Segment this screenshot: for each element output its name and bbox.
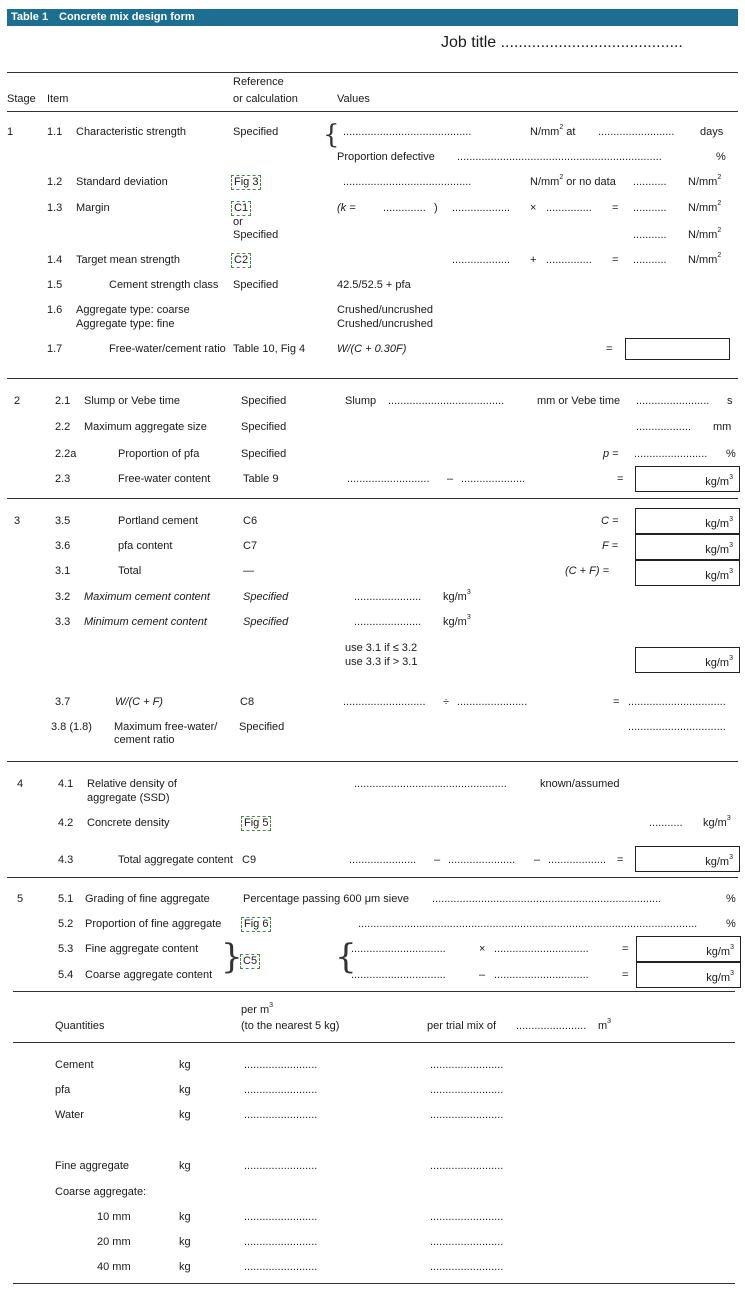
item-3-2-num: 3.2 xyxy=(55,591,71,603)
item-1-5-label: Cement strength class xyxy=(109,279,219,291)
item-1-1-days: days xyxy=(700,126,724,138)
item-1-6-value-fine[interactable]: Crushed/uncrushed xyxy=(337,318,434,330)
item-2-2-ref: Specified xyxy=(241,421,287,433)
qty-row-per-trial[interactable]: ........................ xyxy=(430,1211,504,1223)
item-3-7-ref: C8 xyxy=(240,696,255,708)
item-3-2-label: Maximum cement content xyxy=(84,591,210,603)
qty-trial-unit: $m^3$ xyxy=(598,1018,612,1032)
qty-trial-dots[interactable]: ....................... xyxy=(516,1020,587,1032)
item-1-1-proportion-defective: Proportion defective xyxy=(337,151,435,163)
item-5-1-ref: Percentage passing 600 μm sieve xyxy=(243,893,409,905)
item-4-2-unit: $kg/m^3$ xyxy=(703,815,731,829)
item-3-1-ref: — xyxy=(243,565,254,577)
brace-1-1: { xyxy=(323,120,340,150)
item-1-5-num: 1.5 xyxy=(47,279,63,291)
item-2-3-label: Free-water content xyxy=(118,473,211,485)
item-5-2-num: 5.2 xyxy=(58,918,74,930)
qty-row-label: Coarse aggregate: xyxy=(55,1186,147,1198)
item-3-8-label-1: Maximum free-water/ xyxy=(114,721,218,733)
item-5-4-num: 5.4 xyxy=(58,969,74,981)
item-1-4-d1[interactable]: ................... xyxy=(452,254,511,266)
item-2-2a-ref: Specified xyxy=(241,448,287,460)
item-3-7-d3[interactable]: ................................ xyxy=(628,696,726,708)
item-1-7-eq: = xyxy=(606,343,613,355)
qty-row-unit: kg xyxy=(179,1109,191,1121)
item-5-2-u1: % xyxy=(726,918,736,930)
item-5-3-label: Fine aggregate content xyxy=(85,943,199,955)
qty-row-per-trial[interactable]: ........................ xyxy=(430,1109,504,1121)
item-1-3-d2[interactable]: ............... xyxy=(546,202,592,214)
item-4-1-label-2: aggregate (SSD) xyxy=(87,792,170,804)
item-2-2-u1: mm xyxy=(713,421,732,433)
qty-header-rule xyxy=(13,1042,735,1043)
item-4-3-label: Total aggregate content xyxy=(118,854,233,866)
item-1-4-d2[interactable]: ............... xyxy=(546,254,592,266)
item-3-6-label: pfa content xyxy=(118,540,173,552)
item-4-3-eq: = xyxy=(617,854,624,866)
item-2-3-d1[interactable]: ........................... xyxy=(347,473,430,485)
job-title[interactable]: Job title ......................................... xyxy=(441,34,683,51)
item-4-3-d3[interactable]: ................... xyxy=(548,854,607,866)
qty-row-unit: kg xyxy=(179,1261,191,1273)
stage-3-number: 3 xyxy=(14,515,21,527)
item-4-3-minus-2: – xyxy=(534,854,541,866)
qty-row-label: Fine aggregate xyxy=(55,1160,129,1172)
cement-content-unit: $kg/m^3$ xyxy=(705,655,733,669)
item-3-5-result-box[interactable] xyxy=(635,508,740,534)
item-1-2-label: Standard deviation xyxy=(76,176,168,188)
item-1-2-dots2[interactable]: ........... xyxy=(633,176,667,188)
item-5-1-label: Grading of fine aggregate xyxy=(85,893,210,905)
item-4-3-result-box[interactable] xyxy=(635,846,740,872)
item-3-7-d1[interactable]: ........................... xyxy=(343,696,426,708)
item-1-4-unit: $N/mm^2$ xyxy=(688,252,722,266)
item-2-1-d2[interactable]: ........................ xyxy=(636,395,710,407)
item-5-3-num: 5.3 xyxy=(58,943,74,955)
header-bottom-rule xyxy=(7,111,738,112)
item-4-2-d1[interactable]: ........... xyxy=(649,817,683,829)
qty-row-label: Cement xyxy=(55,1059,94,1071)
item-3-2-ref: Specified xyxy=(243,591,289,603)
qty-row-label: 40 mm xyxy=(97,1261,131,1273)
item-1-4-plus: + xyxy=(530,254,537,266)
col-item: Item xyxy=(47,93,69,105)
item-3-5-unit: $kg/m^3$ xyxy=(705,516,733,530)
item-1-3-k-close: ) xyxy=(434,202,438,214)
qty-row-unit: kg xyxy=(179,1211,191,1223)
item-3-7-div: ÷ xyxy=(443,696,450,708)
item-1-1-unit: $N/mm^2$ at xyxy=(530,124,576,138)
qty-row-label: 20 mm xyxy=(97,1236,131,1248)
cement-content-result-box[interactable] xyxy=(635,647,740,673)
item-2-2-d1[interactable]: .................. xyxy=(636,421,692,433)
item-3-8-label-2: cement ratio xyxy=(114,734,175,746)
item-5-1-u1: % xyxy=(726,893,736,905)
item-1-2-unit2: $N/mm^2$ xyxy=(688,174,722,188)
item-3-1-result-box[interactable] xyxy=(635,560,740,586)
item-4-3-d2[interactable]: ...................... xyxy=(448,854,516,866)
item-3-3-d1[interactable]: ...................... xyxy=(354,616,422,628)
item-3-5-ref: C6 xyxy=(243,515,258,527)
item-2-1-slump: Slump xyxy=(345,395,377,407)
qty-row-label: Water xyxy=(55,1109,84,1121)
item-2-1-d1[interactable]: ...................................... xyxy=(388,395,505,407)
item-1-3-k-open: (k = xyxy=(337,202,356,214)
item-1-6-num: 1.6 xyxy=(47,304,63,316)
item-3-8-num: 3.8 (1.8) xyxy=(51,721,92,733)
item-1-3-ref-c1[interactable]: C1 xyxy=(231,201,251,216)
item-1-6-label-fine: Aggregate type: fine xyxy=(76,318,175,330)
item-2-3-minus: – xyxy=(447,473,454,485)
stage-4-number: 4 xyxy=(17,778,24,790)
item-5-4-label: Coarse aggregate content xyxy=(85,969,213,981)
item-2-3-unit: $kg/m^3$ xyxy=(705,474,733,488)
item-2-3-eq: = xyxy=(617,473,624,485)
item-5-4-eq: = xyxy=(622,969,629,981)
qty-row-per-m3[interactable]: ........................ xyxy=(244,1160,318,1172)
item-5-3-d1[interactable]: ............................... xyxy=(351,943,446,955)
item-1-7-label: Free-water/cement ratio xyxy=(109,343,226,355)
item-1-3-unit2: $N/mm^2$ xyxy=(688,227,722,241)
item-5-3-result-box[interactable] xyxy=(636,936,741,962)
item-2-3-d2[interactable]: ..................... xyxy=(461,473,526,485)
item-4-3-ref: C9 xyxy=(242,854,257,866)
item-5-3-d2[interactable]: ............................... xyxy=(494,943,589,955)
item-3-3-label: Minimum cement content xyxy=(84,616,207,628)
item-2-2a-label: Proportion of pfa xyxy=(118,448,200,460)
item-2-1-num: 2.1 xyxy=(55,395,71,407)
stage-1-rule xyxy=(7,378,738,379)
item-3-7-d2[interactable]: ....................... xyxy=(457,696,528,708)
item-3-7-num: 3.7 xyxy=(55,696,71,708)
item-1-2-unit: $N/mm^2$ or no data xyxy=(530,174,616,188)
qty-bottom-rule xyxy=(13,1283,735,1284)
qty-row-per-trial[interactable]: ........................ xyxy=(430,1160,504,1172)
item-5-2-d1[interactable]: ............................................................................................................... xyxy=(358,918,698,930)
table-title: Concrete mix design form xyxy=(59,11,195,23)
stage-1-number: 1 xyxy=(7,126,14,138)
item-1-3-or: or xyxy=(233,216,243,228)
item-1-4-eq: = xyxy=(612,254,619,266)
item-1-3-specified: Specified xyxy=(233,229,279,241)
stage-2-number: 2 xyxy=(14,395,21,407)
qty-per-m3: per $m^3$ xyxy=(241,1002,274,1016)
item-1-1-num: 1.1 xyxy=(47,126,63,138)
col-reference-2: or calculation xyxy=(233,93,298,105)
item-2-2a-d1[interactable]: ........................ xyxy=(634,448,708,460)
item-3-1-num: 3.1 xyxy=(55,565,71,577)
item-3-6-num: 3.6 xyxy=(55,540,71,552)
qty-row-unit: kg xyxy=(179,1160,191,1172)
item-1-7-ref: Table 10, Fig 4 xyxy=(233,343,306,355)
item-2-3-ref: Table 9 xyxy=(243,473,279,485)
item-3-7-label: W/(C + F) xyxy=(115,696,163,708)
item-5-3-unit: $kg/m^3$ xyxy=(706,944,734,958)
qty-row-unit: kg xyxy=(179,1236,191,1248)
item-2-2a-u1: % xyxy=(726,448,736,460)
item-2-1-u1: mm or Vebe time xyxy=(537,395,621,407)
qty-nearest-5kg: (to the nearest 5 kg) xyxy=(241,1020,340,1032)
item-1-1-label: Characteristic strength xyxy=(76,126,187,138)
stage-3-rule xyxy=(7,761,738,762)
qty-row-per-m3[interactable]: ........................ xyxy=(244,1211,318,1223)
item-1-5-value: 42.5/52.5 + pfa xyxy=(337,279,411,291)
item-1-3-d3[interactable]: ........... xyxy=(633,202,667,214)
item-1-2-ref-fig3[interactable]: Fig 3 xyxy=(231,175,261,190)
item-2-1-u2: s xyxy=(727,395,733,407)
item-3-3-unit: $kg/m^3$ xyxy=(443,614,471,628)
item-3-6-unit: $kg/m^3$ xyxy=(705,542,733,556)
item-3-1-sym: (C + F) = xyxy=(565,565,610,577)
item-2-1-ref: Specified xyxy=(241,395,287,407)
item-1-3-num: 1.3 xyxy=(47,202,63,214)
item-2-3-result-box[interactable] xyxy=(635,466,740,492)
item-2-1-label: Slump or Vebe time xyxy=(84,395,180,407)
item-1-4-label: Target mean strength xyxy=(76,254,180,266)
item-2-2-num: 2.2 xyxy=(55,421,71,433)
item-1-3-times: × xyxy=(530,202,537,214)
item-3-2-unit: $kg/m^3$ xyxy=(443,589,471,603)
item-4-1-d1[interactable]: .................................................. xyxy=(354,778,507,790)
item-5-4-unit: $kg/m^3$ xyxy=(706,970,734,984)
col-stage: Stage xyxy=(7,93,36,105)
item-1-1-pd-dots[interactable]: ................................................................... xyxy=(457,151,662,163)
item-5-ref-c5[interactable]: C5 xyxy=(240,954,260,969)
qty-row-per-m3[interactable]: ........................ xyxy=(244,1261,318,1273)
item-5-3-eq: = xyxy=(622,943,629,955)
item-3-1-label: Total xyxy=(118,565,142,577)
stage-2-rule xyxy=(7,498,738,499)
item-1-2-num: 1.2 xyxy=(47,176,63,188)
brace-5-items: } xyxy=(221,937,243,977)
item-1-4-ref-c2[interactable]: C2 xyxy=(231,253,251,268)
item-4-1-u1: known/assumed xyxy=(540,778,620,790)
item-1-3-k-dots[interactable]: .............. xyxy=(383,202,426,214)
item-1-1-value-dots[interactable]: .......................................... xyxy=(343,126,472,138)
item-3-5-num: 3.5 xyxy=(55,515,71,527)
item-2-2a-sym: p = xyxy=(603,448,619,460)
item-1-6-label-coarse: Aggregate type: coarse xyxy=(76,304,190,316)
item-4-1-label-1: Relative density of xyxy=(87,778,177,790)
item-3-3-ref: Specified xyxy=(243,616,289,628)
qty-row-unit: kg xyxy=(179,1084,191,1096)
item-5-2-ref-fig6[interactable]: Fig 6 xyxy=(241,917,271,932)
qty-row-per-trial[interactable]: ........................ xyxy=(430,1261,504,1273)
brace-5-values: { xyxy=(335,937,357,977)
item-5-4-d1[interactable]: ............................... xyxy=(351,969,446,981)
item-1-7-num: 1.7 xyxy=(47,343,63,355)
item-5-4-result-box[interactable] xyxy=(636,962,741,988)
item-2-2a-num: 2.2a xyxy=(55,448,77,460)
item-1-5-ref: Specified xyxy=(233,279,279,291)
item-5-4-d2[interactable]: ............................... xyxy=(494,969,589,981)
item-3-7-eq: = xyxy=(613,696,620,708)
use-rule-line-2: use 3.3 if > 3.1 xyxy=(345,656,418,668)
item-1-2-dots[interactable]: .......................................... xyxy=(343,176,472,188)
item-5-2-label: Proportion of fine aggregate xyxy=(85,918,222,930)
item-2-3-num: 2.3 xyxy=(55,473,71,485)
item-1-4-d3[interactable]: ........... xyxy=(633,254,667,266)
qty-trial-label: per trial mix of xyxy=(427,1020,497,1032)
use-rule-line-1: use 3.1 if ≤ 3.2 xyxy=(345,642,418,654)
col-reference-1: Reference xyxy=(233,76,284,88)
col-values: Values xyxy=(337,93,370,105)
table-label: Table 1 xyxy=(11,11,49,23)
item-1-1-pd-unit: % xyxy=(716,151,726,163)
header-top-rule xyxy=(7,72,738,73)
item-3-1-unit: $kg/m^3$ xyxy=(705,568,733,582)
item-1-1-days-dots[interactable]: ......................... xyxy=(598,126,675,138)
qty-row-per-m3[interactable]: ........................ xyxy=(244,1084,318,1096)
item-4-2-num: 4.2 xyxy=(58,817,74,829)
item-1-4-num: 1.4 xyxy=(47,254,63,266)
qty-row-unit: kg xyxy=(179,1059,191,1071)
item-3-5-sym: C = xyxy=(601,515,619,527)
qty-row-per-m3[interactable]: ........................ xyxy=(244,1059,318,1071)
qty-row-per-m3[interactable]: ........................ xyxy=(244,1109,318,1121)
qty-row-per-m3[interactable]: ........................ xyxy=(244,1236,318,1248)
item-3-2-d1[interactable]: ...................... xyxy=(354,591,422,603)
item-4-3-unit: $kg/m^3$ xyxy=(705,854,733,868)
item-3-8-ref: Specified xyxy=(239,721,285,733)
item-3-6-ref: C7 xyxy=(243,540,258,552)
qty-row-per-trial[interactable]: ........................ xyxy=(430,1236,504,1248)
item-1-7-result-box[interactable] xyxy=(625,338,730,360)
qty-row-label: 10 mm xyxy=(97,1211,131,1223)
item-1-7-formula: W/(C + 0.30F) xyxy=(337,343,407,355)
item-1-3-label: Margin xyxy=(76,202,110,214)
item-5-4-op: – xyxy=(479,969,486,981)
stage-5-number: 5 xyxy=(17,893,24,905)
item-3-8-d1[interactable]: ................................ xyxy=(628,721,726,733)
item-4-2-ref-fig5[interactable]: Fig 5 xyxy=(241,816,271,831)
item-1-3-eq: = xyxy=(612,202,619,214)
qty-heading: Quantities xyxy=(55,1020,105,1032)
item-3-5-label: Portland cement xyxy=(118,515,199,527)
item-5-1-d1[interactable]: ........................................................................... xyxy=(432,893,662,905)
item-4-3-minus-1: – xyxy=(434,854,441,866)
item-1-3-d4[interactable]: ........... xyxy=(633,229,667,241)
item-1-6-value-coarse[interactable]: Crushed/uncrushed xyxy=(337,304,434,316)
qty-row-per-trial[interactable]: ........................ xyxy=(430,1059,504,1071)
stage-4-rule xyxy=(7,877,738,878)
item-4-1-num: 4.1 xyxy=(58,778,74,790)
item-5-3-op: × xyxy=(479,943,486,955)
item-4-2-label: Concrete density xyxy=(87,817,170,829)
item-4-3-num: 4.3 xyxy=(58,854,74,866)
item-1-3-d1[interactable]: ................... xyxy=(452,202,511,214)
item-4-3-d1[interactable]: ...................... xyxy=(349,854,417,866)
item-5-1-num: 5.1 xyxy=(58,893,74,905)
stage-5-rule xyxy=(13,991,735,992)
qty-row-label: pfa xyxy=(55,1084,71,1096)
item-3-6-result-box[interactable] xyxy=(635,534,740,560)
item-3-3-num: 3.3 xyxy=(55,616,71,628)
item-2-2-label: Maximum aggregate size xyxy=(84,421,207,433)
qty-row-per-trial[interactable]: ........................ xyxy=(430,1084,504,1096)
item-1-3-unit: $N/mm^2$ xyxy=(688,200,722,214)
item-3-6-sym: F = xyxy=(602,540,619,552)
item-1-1-ref: Specified xyxy=(233,126,279,138)
